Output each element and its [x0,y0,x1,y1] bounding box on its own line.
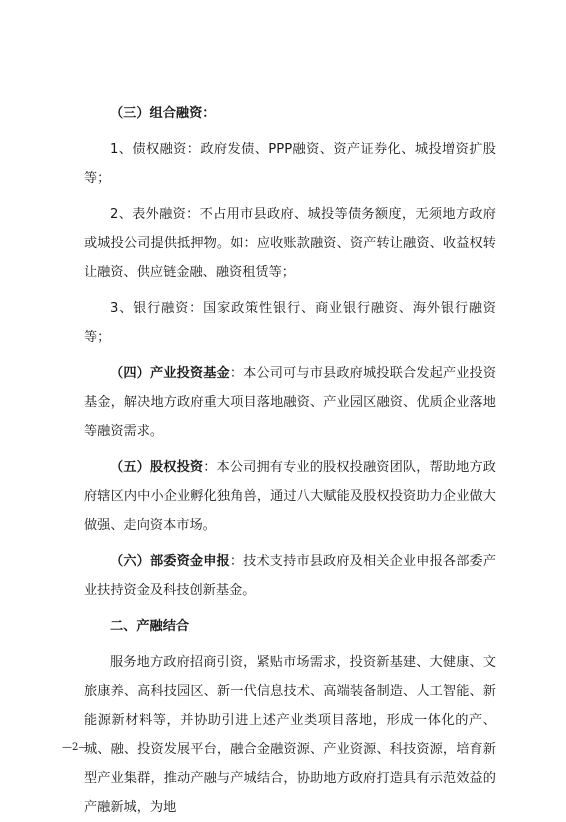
paragraph-off-balance-financing: 2、表外融资：不占用市县政府、城投等债务额度，无须地方政府或城投公司提供抵押物。如：应收账款融资、资产转让融资、收益权转让融资、供应链金融、融资租赁等； [84,207,496,280]
heading-text: （三）组合融资： [110,106,216,121]
paragraph-industry-finance-body: 服务地方政府招商引资，紧贴市场需求，投资新基建、大健康、文旅康养、高科技园区、新一代信息技术、高端装备制造、人工智能、新能源新材料等，并协助引进上述产业类项目落地，形成一体化的产、城、融、投资发展平台，融合金融资源、产业资源、科技资源，培育新型产业集群，推动产融与产城结合，协助地方政府打造具有示范效益的产融新城，为地 [84,655,496,815]
paragraph-lead: （四）产业投资基金 [110,366,230,381]
heading-industry-finance [84,612,496,641]
paragraph-equity-investment: （五）股权投资：本公司拥有专业的股权投融资团队，帮助地方政府辖区内中小企业孵化独角兽，通过八大赋能及股权投资助力企业做大做强、走向资本市场。 [84,460,496,533]
paragraph-lead: （五）股权投资 [110,460,204,475]
heading-text: 二、产融结合 [110,619,190,634]
paragraph-debt-financing: 1、债权融资：政府发债、PPP融资、资产证券化、城投增资扩股等； [84,142,496,186]
heading-combined-financing [84,99,496,128]
document-body [84,99,496,822]
paragraph-lead: （六）部委资金申报 [110,554,230,569]
paragraph-ministry-funds: （六）部委资金申报：技术支持市县政府及相关企业申报各部委产业扶持资金及科技创新基金。 [84,554,497,598]
paragraph-bank-financing: 3、银行融资：国家政策性银行、商业银行融资、海外银行融资等； [84,301,496,345]
page-number: —2— [62,742,89,753]
paragraph-industry-fund: （四）产业投资基金：本公司可与市县政府城投联合发起产业投资基金，解决地方政府重大项目落地融资、产业园区融资、优质企业落地等融资需求。 [84,366,497,439]
